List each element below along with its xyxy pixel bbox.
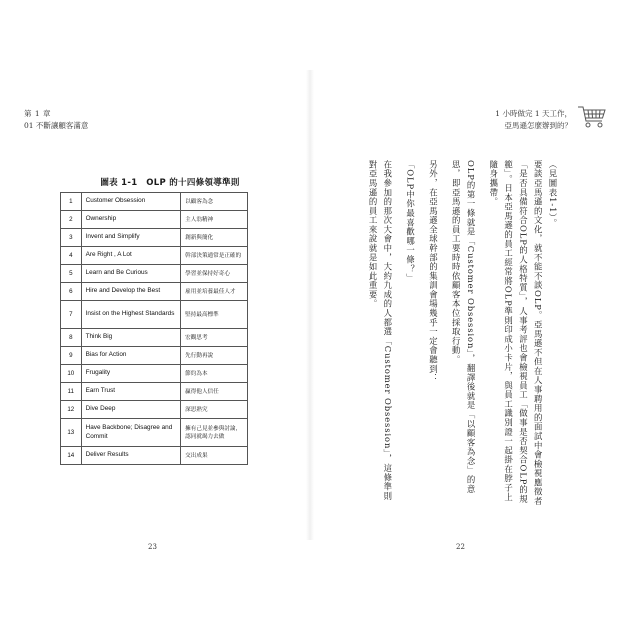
page-number-right: 22 bbox=[456, 543, 465, 551]
right-page bbox=[310, 0, 620, 620]
principle-chinese: 以顧客為念 bbox=[181, 193, 248, 211]
principle-chinese: 主人翁精神 bbox=[181, 211, 248, 229]
principle-english: Dive Deep bbox=[81, 401, 181, 419]
body-paragraph: 在我參加的那次大會中，大約九成的人都選「Customer Obsession」，這條準則對亞馬遜的員工來說就是如此重要。 bbox=[368, 160, 393, 501]
vertical-body-text bbox=[368, 160, 560, 510]
principle-chinese: 先行動再說 bbox=[181, 347, 248, 365]
principle-english: Think Big bbox=[81, 329, 181, 347]
row-number: 5 bbox=[61, 265, 82, 283]
row-number: 4 bbox=[61, 247, 82, 265]
row-number: 9 bbox=[61, 347, 82, 365]
table-row bbox=[61, 347, 248, 365]
table-row bbox=[61, 401, 248, 419]
olp-principles-table bbox=[60, 192, 248, 465]
table-row bbox=[61, 447, 248, 465]
principle-english: Frugality bbox=[81, 365, 181, 383]
table-row bbox=[61, 283, 248, 301]
body-paragraph: OLP的第一條就是「Customer Obsession」，翻譯後就是「以顧客為念」的意思，即亞馬遜的員工要時時依顧客本位採取行動。 bbox=[451, 160, 477, 494]
table-row bbox=[61, 229, 248, 247]
principle-english: Ownership bbox=[81, 211, 181, 229]
principle-english: Hire and Develop the Best bbox=[81, 283, 181, 301]
body-paragraph: 另外，在亞馬遜全球幹部的集訓會場幾乎一定會聽到： bbox=[428, 160, 439, 383]
principle-english: Earn Trust bbox=[81, 383, 181, 401]
principle-chinese: 幹部決策通常是正確的 bbox=[181, 247, 248, 265]
principle-english: Are Right , A Lot bbox=[81, 247, 181, 265]
principle-english: Insist on the Highest Standards bbox=[81, 301, 181, 329]
principle-english: Customer Obsession bbox=[81, 193, 181, 211]
principle-chinese: 深思熟究 bbox=[181, 401, 248, 419]
row-number: 8 bbox=[61, 329, 82, 347]
page-number-left: 23 bbox=[148, 543, 157, 551]
running-header-book-title-line1: 1 小時做完 1 天工作， bbox=[495, 109, 572, 118]
row-number: 6 bbox=[61, 283, 82, 301]
principle-english: Invent and Simplify bbox=[81, 229, 181, 247]
row-number: 14 bbox=[61, 447, 82, 465]
table-row bbox=[61, 247, 248, 265]
principle-chinese: 擁有己見並參與討論，認同就竭力去做 bbox=[181, 419, 248, 447]
principle-chinese: 堅持最高標準 bbox=[181, 301, 248, 329]
running-header-book-title-line2: 亞馬遜怎麼辦到的？ bbox=[504, 121, 572, 130]
body-paragraph: （見圖表1-1）。 bbox=[548, 160, 558, 228]
principle-english: Bias for Action bbox=[81, 347, 181, 365]
principle-chinese: 節約為本 bbox=[181, 365, 248, 383]
row-number: 2 bbox=[61, 211, 82, 229]
table-row bbox=[61, 365, 248, 383]
principle-chinese: 雇用並培養最佳人才 bbox=[181, 283, 248, 301]
principle-chinese: 贏得他人信任 bbox=[181, 383, 248, 401]
body-paragraph: 「OLP中你最喜歡哪一條？」 bbox=[405, 160, 416, 283]
principle-chinese: 宏觀思考 bbox=[181, 329, 248, 347]
row-number: 11 bbox=[61, 383, 82, 401]
row-number: 10 bbox=[61, 365, 82, 383]
table-row bbox=[61, 419, 248, 447]
shopping-cart-icon bbox=[577, 104, 607, 130]
row-number: 13 bbox=[61, 419, 82, 447]
row-number: 12 bbox=[61, 401, 82, 419]
table-row bbox=[61, 301, 248, 329]
running-header-subtitle: 01 不斷讓顧客滿意 bbox=[24, 121, 89, 130]
principle-english: Have Backbone; Disagree and Commit bbox=[81, 419, 181, 447]
table-title: 圖表 1-1 OLP 的十四條領導準則 bbox=[100, 178, 240, 188]
table-row bbox=[61, 265, 248, 283]
principle-chinese: 學習並保持好奇心 bbox=[181, 265, 248, 283]
principle-chinese: 交出成果 bbox=[181, 447, 248, 465]
table-row bbox=[61, 383, 248, 401]
row-number: 1 bbox=[61, 193, 82, 211]
table-row bbox=[61, 193, 248, 211]
running-header-chapter: 第 1 章 bbox=[24, 109, 52, 118]
principle-english: Deliver Results bbox=[81, 447, 181, 465]
body-paragraph: 要談亞馬遜的文化，就不能不談OLP。亞馬遜不但在人事聘用的面試中會檢視應徵者「是否具備符合OLP的人格特質」，人事考評也會檢視員工「做事是否契合OLP的規範」。日本亞馬遜的員工經常將OLP準則印成小卡片，與員工識別證一起掛在脖子上隨身攜帶。 bbox=[488, 160, 544, 506]
principle-english: Learn and Be Curious bbox=[81, 265, 181, 283]
row-number: 7 bbox=[61, 301, 82, 329]
principle-chinese: 創新與簡化 bbox=[181, 229, 248, 247]
table-row bbox=[61, 329, 248, 347]
row-number: 3 bbox=[61, 229, 82, 247]
table-row bbox=[61, 211, 248, 229]
